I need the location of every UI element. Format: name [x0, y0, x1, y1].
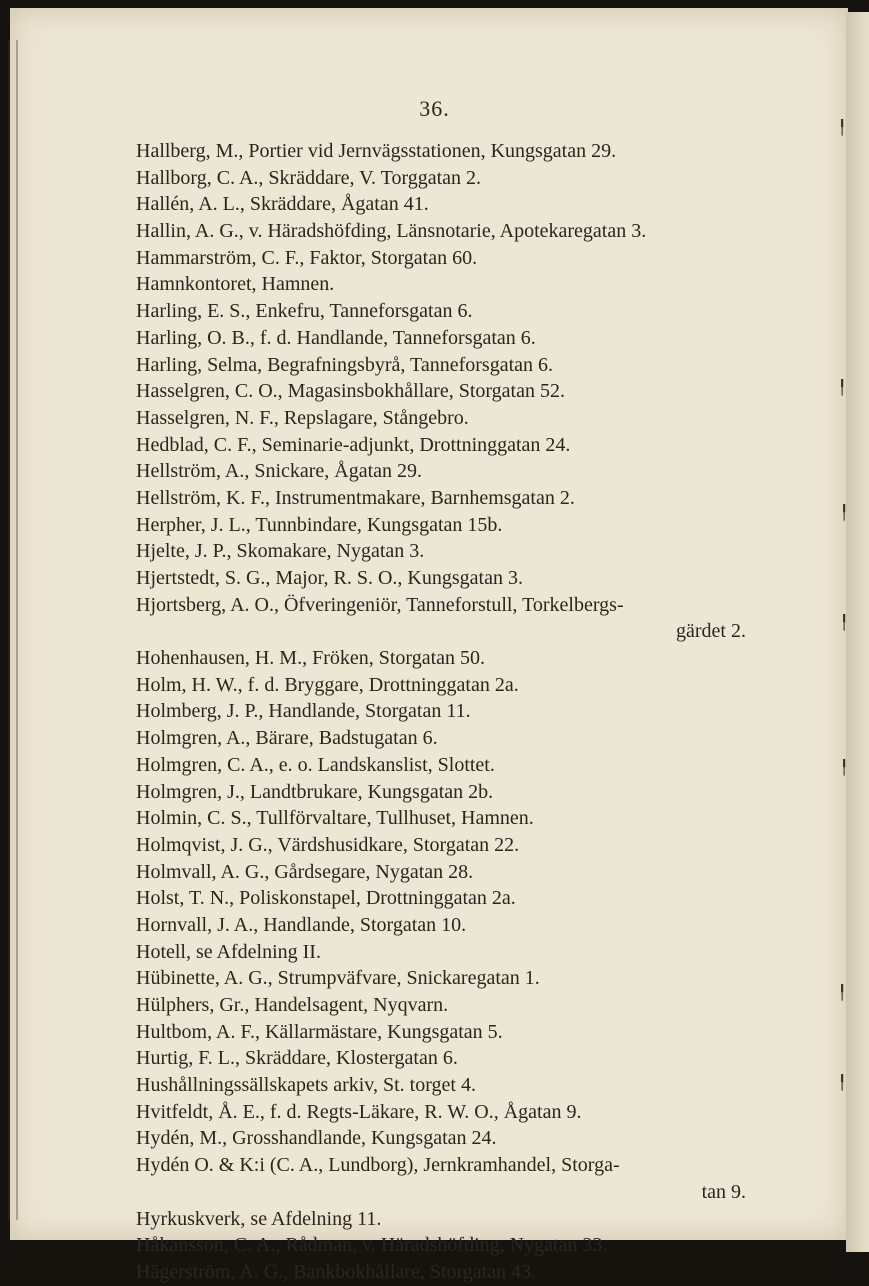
entry-line: Hjortsberg, A. O., Öfveringeniör, Tanneforstull, Torkelbergs- [136, 593, 624, 616]
entry-line: Hvitfeldt, Å. E., f. d. Regts-Läkare, R. W. O., Ågatan 9. [136, 1100, 582, 1123]
entry-line: Hallberg, M., Portier vid Jernvägsstationen, Kungsgatan 29. [136, 140, 617, 162]
entry-line: Hasselgren, C. O., Magasinsbokhållare, Storgatan 52. [136, 380, 565, 403]
entry-line: Hellström, K. F., Instrumentmakare, Barnhemsgatan 2. [136, 486, 575, 509]
entry-line: Hotell, se Afdelning II. [136, 940, 321, 963]
entry-line: Hydén O. & K:i (C. A., Lundborg), Jernkramhandel, Storga- [136, 1154, 620, 1177]
entry-line: Hedblad, C. F., Seminarie-adjunkt, Drottninggatan 24. [136, 433, 571, 456]
directory-entries [136, 138, 746, 1286]
page-number: 36. [419, 96, 450, 121]
margin-mark: ╿ [838, 986, 847, 1001]
entry-line: Holmqvist, J. G., Värdshusidkare, Storgatan 22. [136, 833, 520, 856]
entry-line: Hohenhausen, H. M., Fröken, Storgatan 50. [136, 647, 486, 670]
entry-line: Holm, H. W., f. d. Bryggare, Drottninggatan 2a. [136, 673, 519, 696]
page-border [8, 40, 26, 1220]
entry-line: Holmin, C. S., Tullförvaltare, Tullhuset, Hamnen. [136, 807, 534, 830]
entry-line: Hultbom, A. F., Källarmästare, Kungsgatan 5. [136, 1020, 503, 1043]
entry-line: Holmgren, J., Landtbrukare, Kungsgatan 2b. [136, 780, 494, 803]
entry-line: Harling, Selma, Begrafningsbyrå, Tanneforsgatan 6. [136, 353, 554, 376]
entry-line: Hammarström, C. F., Faktor, Storgatan 60. [136, 246, 478, 269]
entry-line: Holst, T. N., Poliskonstapel, Drottninggatan 2a. [136, 887, 516, 910]
entry-line: Holmberg, J. P., Handlande, Storgatan 11. [136, 700, 471, 723]
entry-line: Hägerström, A. G., Bankbokhållare, Storgatan 43. [136, 1260, 537, 1283]
entry-line: Hasselgren, N. F., Repslagare, Stångebro. [136, 406, 469, 429]
margin-mark: ╿ [838, 381, 847, 396]
entry-line: Hallin, A. G., v. Häradshöfding, Länsnotarie, Apotekaregatan 3. [136, 220, 647, 243]
entry-line: Harling, O. B., f. d. Handlande, Tanneforsgatan 6. [136, 326, 536, 349]
entry-line: Hallén, A. L., Skräddare, Ågatan 41. [136, 193, 429, 216]
entry-line: Hamnkontoret, Hamnen. [136, 273, 335, 296]
entry-line: Hyrkuskverk, se Afdelning 11. [136, 1207, 382, 1230]
entry-line: Håkansson, C. A., Rådman, v. Häradshöfding, Nygatan 33. [136, 1234, 608, 1257]
entry-line: Hydén, M., Grosshandlande, Kungsgatan 24. [136, 1127, 497, 1150]
margin-mark: ╿ [838, 121, 847, 136]
entry-line: Hülphers, Gr., Handelsagent, Nyqvarn. [136, 994, 449, 1016]
margin-mark: ╿ [840, 761, 849, 776]
entry-line: Hushållningssällskapets arkiv, St. torget 4. [136, 1074, 476, 1097]
margin-mark: ╿ [840, 506, 849, 521]
entry-line: Hjertstedt, S. G., Major, R. S. O., Kungsgatan 3. [136, 567, 523, 589]
entry-line: Holmgren, A., Bärare, Badstugatan 6. [136, 727, 438, 750]
page-edge [846, 12, 869, 1252]
entry-line: Hallborg, C. A., Skräddare, V. Torggatan 2. [136, 166, 482, 189]
margin-mark: ╿ [838, 1076, 847, 1091]
entry-line: Hübinette, A. G., Strumpväfvare, Snickaregatan 1. [136, 967, 540, 990]
entry-line: Herpher, J. L., Tunnbindare, Kungsgatan 15b. [136, 513, 503, 536]
entry-line: Hurtig, F. L., Skräddare, Klostergatan 6. [136, 1047, 458, 1070]
entry-line: Hornvall, J. A., Handlande, Storgatan 10. [136, 913, 467, 936]
entry-continuation: gärdet 2. [676, 620, 746, 643]
margin-mark: ╿ [840, 616, 849, 631]
entry-line: Harling, E. S., Enkefru, Tanneforsgatan 6. [136, 300, 473, 323]
entry-line: Hellström, A., Snickare, Ågatan 29. [136, 460, 423, 483]
entry-line: Hjelte, J. P., Skomakare, Nygatan 3. [136, 540, 425, 563]
entry-line: Holmgren, C. A., e. o. Landskanslist, Slottet. [136, 753, 495, 776]
entry-line: Holmvall, A. G., Gårdsegare, Nygatan 28. [136, 860, 474, 883]
entry-continuation: tan 9. [701, 1180, 746, 1203]
